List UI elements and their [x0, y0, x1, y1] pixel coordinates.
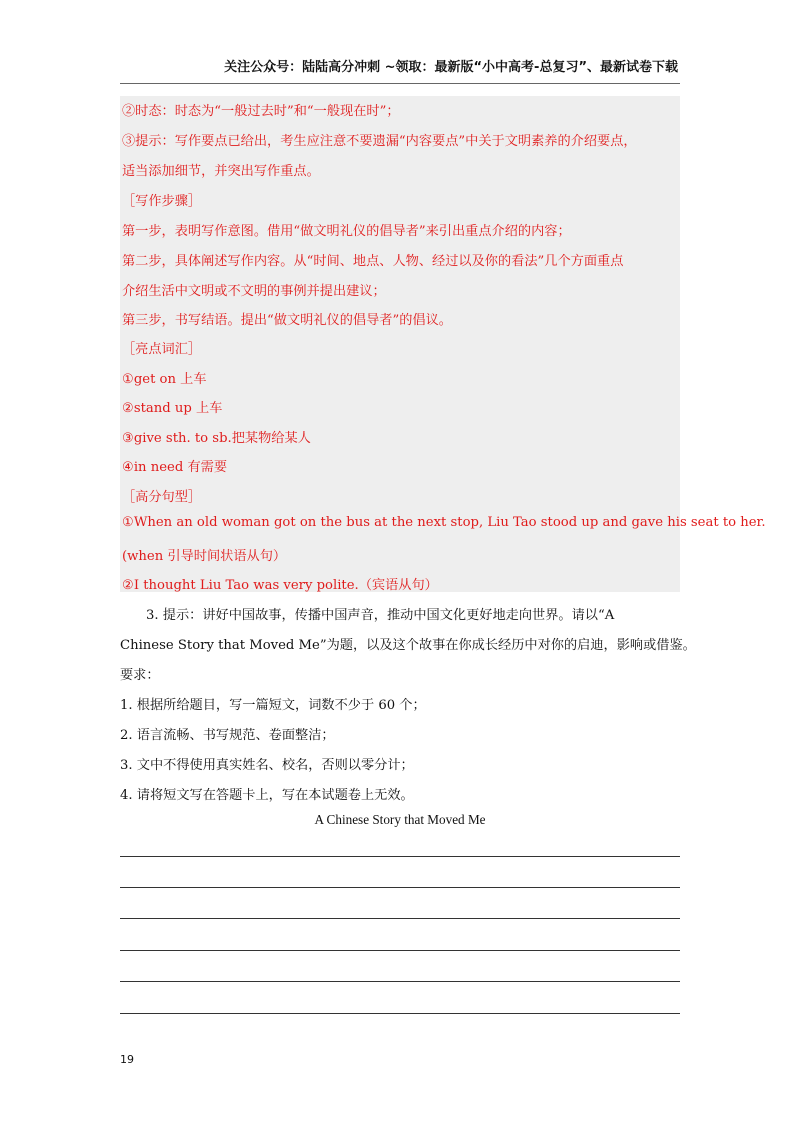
answer-line: ①When an old woman got on the bus at the next stop, Liu Tao stood up and gave his seat to her. [122, 515, 766, 530]
requirement-item: 2. 语言流畅、书写规范、卷面整洁； [120, 728, 335, 743]
writing-line [120, 887, 680, 888]
requirement-item: 1. 根据所给题目，写一篇短文，词数不少于 60 个； [120, 698, 426, 713]
answer-line: ［亮点词汇］ [122, 342, 202, 357]
question-line-1: 3. 提示：讲好中国故事，传播中国声音，推动中国文化更好地走向世界。请以“A [146, 608, 615, 623]
writing-line [120, 950, 680, 951]
answer-line: 第一步，表明写作意图。借用“做文明礼仪的倡导者”来引出重点介绍的内容； [122, 224, 571, 239]
requirements-label: 要求： [120, 668, 160, 683]
answer-line: 第二步，具体阐述写作内容。从“时间、地点、人物、经过以及你的看法”几个方面重点 [122, 254, 624, 269]
answer-line: ［高分句型］ [122, 490, 202, 505]
requirement-item: 4. 请将短文写在答题卡上，写在本试题卷上无效。 [120, 788, 414, 803]
page-header: 关注公众号：陆陆高分冲刺 ~领取：最新版“小中高考-总复习”、最新试卷下载 [224, 60, 678, 75]
answer-line: ③提示：写作要点已给出，考生应注意不要遗漏“内容要点”中关于文明素养的介绍要点， [122, 134, 637, 149]
answer-line: ①get on 上车 [122, 372, 207, 387]
answer-explanation-block [120, 96, 766, 593]
answer-line: ②I thought Liu Tao was very polite.（宾语从句） [122, 578, 438, 593]
question-line-2: Chinese Story that Moved Me”为题，以及这个故事在你成长经历中对你的启迪，影响或借鉴。 [120, 638, 696, 653]
answer-line: ②stand up 上车 [122, 401, 223, 416]
writing-line [120, 981, 680, 982]
answer-line: 介绍生活中文明或不文明的事例并提出建议； [122, 284, 386, 299]
writing-line [120, 1013, 680, 1014]
header-divider [120, 83, 680, 84]
page-number: 19 [120, 1053, 134, 1066]
writing-line [120, 918, 680, 919]
answer-line: ［写作步骤］ [122, 194, 202, 209]
answer-line: ④in need 有需要 [122, 460, 228, 475]
answer-line: 适当添加细节，并突出写作重点。 [122, 164, 320, 179]
answer-line: ②时态：时态为“一般过去时”和“一般现在时”； [122, 104, 400, 119]
answer-line: ③give sth. to sb.把某物给某人 [122, 431, 311, 446]
answer-line: (when 引导时间状语从句） [122, 549, 287, 564]
requirement-item: 3. 文中不得使用真实姓名、校名，否则以零分计； [120, 758, 414, 773]
essay-title: A Chinese Story that Moved Me [314, 812, 486, 827]
writing-line [120, 856, 680, 857]
answer-line: 第三步，书写结语。提出“做文明礼仪的倡导者”的倡议。 [122, 313, 452, 328]
